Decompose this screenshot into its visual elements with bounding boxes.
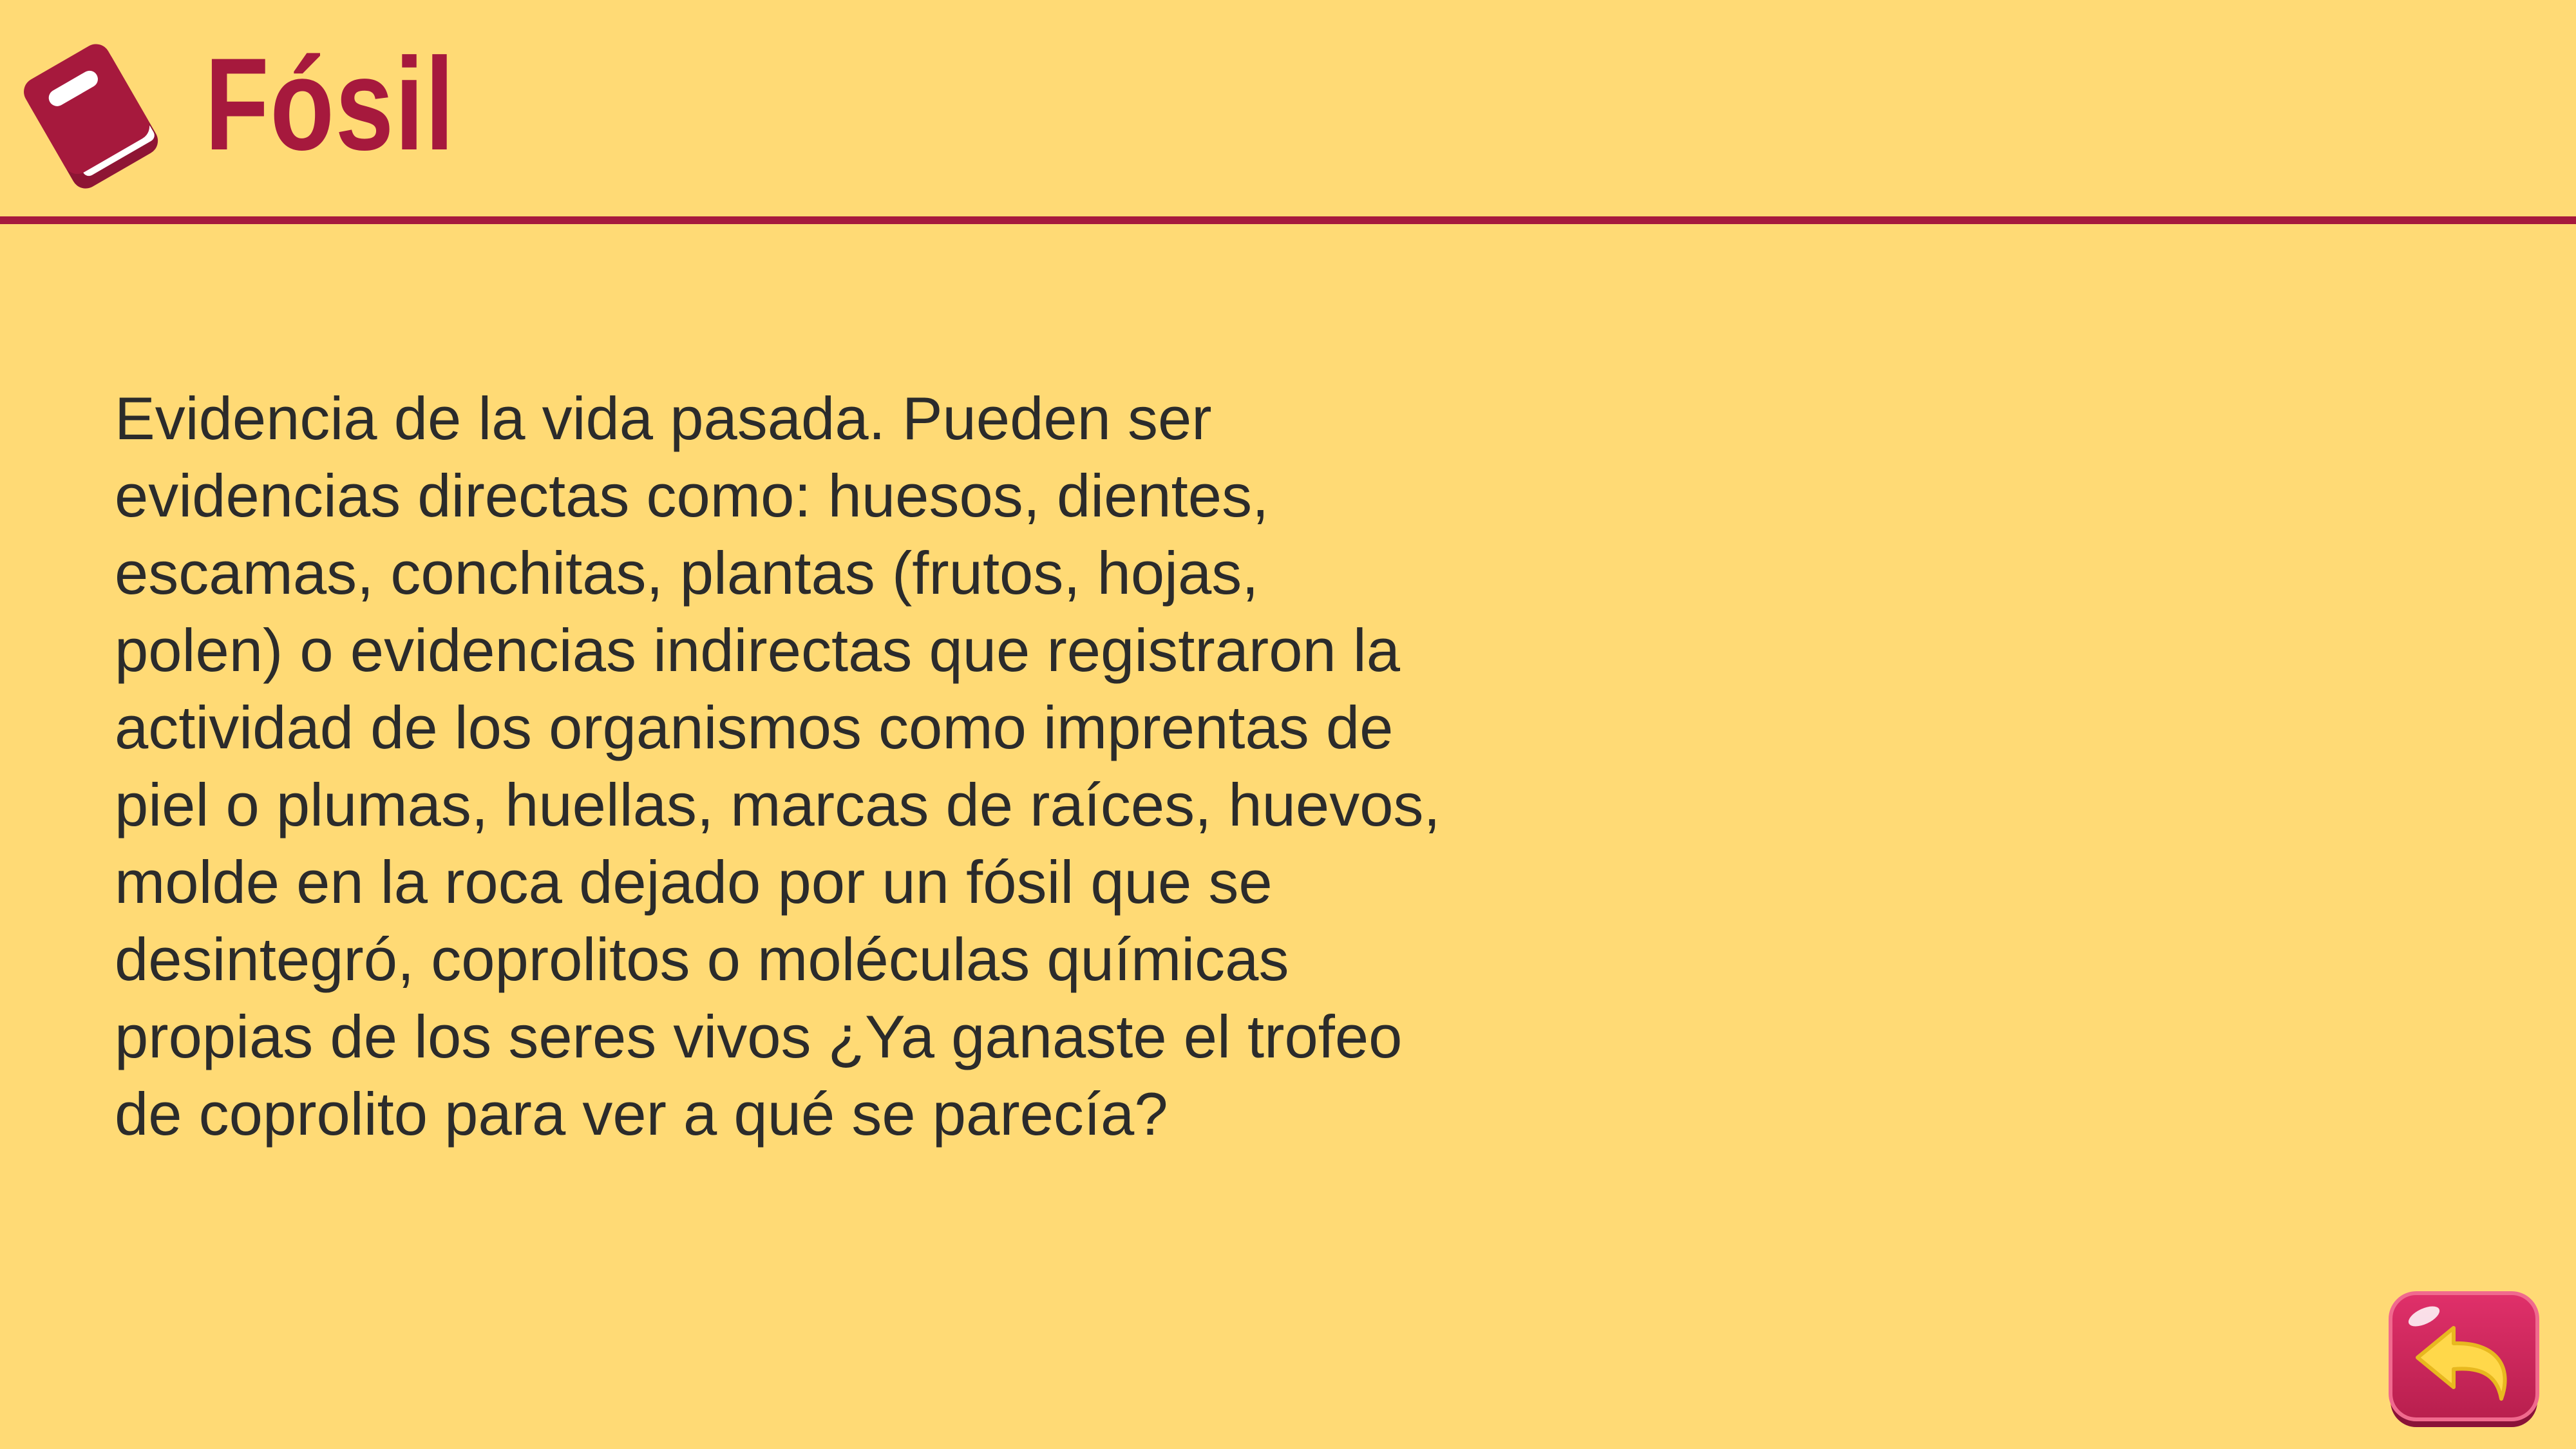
back-button[interactable] bbox=[2387, 1291, 2541, 1429]
page-title: Fósil bbox=[205, 31, 455, 178]
header bbox=[0, 0, 2576, 218]
book-icon bbox=[19, 32, 174, 200]
definition-text: Evidencia de la vida pasada. Pueden ser evidencias directas como: huesos, dientes, escamas, conchitas, plantas (frutos, hojas, polen) o evidencias indirectas que registraron la actividad de los organismos como imprentas de piel o plumas, huellas, marcas de raíces, huevos, molde en la roca dejado por un fósil que se desintegró, coprolitos o moléculas químicas propias de los seres vivos ¿Ya ganaste el trofeo de coprolito para ver a qué se parecía? bbox=[115, 384, 1441, 1148]
header-divider bbox=[0, 216, 2576, 224]
